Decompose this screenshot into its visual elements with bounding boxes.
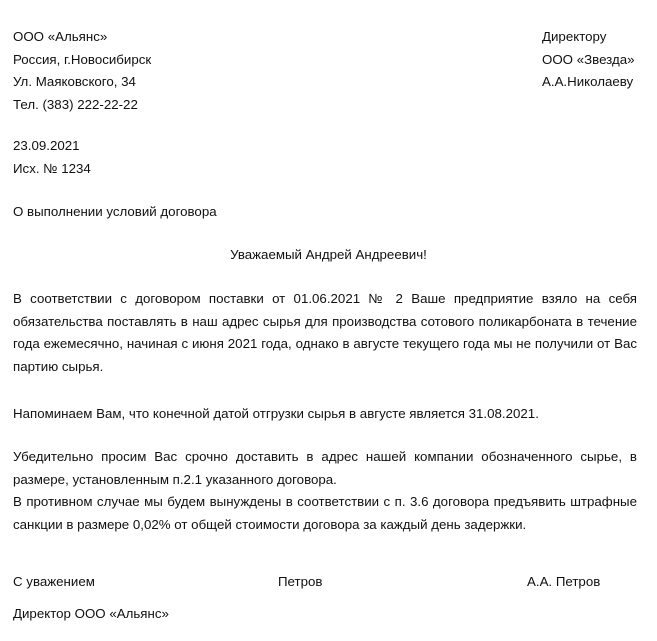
- signature-text: Петров: [278, 574, 323, 589]
- signer-name: А.А. Петров: [527, 574, 601, 589]
- body-paragraph-1: В соответствии с договором поставки от 01.06.2021 № 2 Ваше предприятие взяло на себя обязательства поставлять в наш адрес сырья для производства сотового поликарбоната в течение года ежемесячно, начиная с июня 2021 года, однако в августе текущего года мы не получили от Вас партию сырья.: [13, 291, 637, 374]
- sender-company: ООО «Альянс»: [13, 29, 108, 44]
- body-paragraph-3: Убедительно просим Вас срочно доставить в адрес нашей компании обозначенного сырье, в размере, установленным п.2.1 указанного договора.: [13, 449, 637, 487]
- sender-phone: Тел. (383) 222-22-22: [13, 96, 138, 112]
- closing-phrase: С уважением: [13, 574, 95, 589]
- recipient-name: А.А.Николаеву: [542, 74, 634, 89]
- sender-street: Ул. Маяковского, 34: [13, 74, 136, 89]
- recipient-company: ООО «Звезда»: [542, 51, 635, 67]
- outgoing-number: Исх. № 1234: [13, 161, 91, 176]
- recipient-block: [542, 26, 635, 94]
- letter-date: 23.09.2021: [13, 138, 80, 153]
- letter-subject: О выполнении условий договора: [13, 204, 217, 219]
- signer-position: Директор ООО «Альянс»: [13, 606, 169, 621]
- body-paragraph-2: Напоминаем Вам, что конечной датой отгрузки сырья в августе является 31.08.2021.: [13, 406, 539, 421]
- body-paragraph-4: В противном случае мы будем вынуждены в соответствии с п. 3.6 договора предъявить штрафные санкции в размере 0,02% от общей стоимости договора за каждый день задержки.: [13, 494, 637, 532]
- recipient-title: Директору: [542, 29, 607, 44]
- sender-city: Россия, г.Новосибирск: [13, 51, 152, 67]
- sender-block: [13, 26, 151, 116]
- greeting: Уважаемый Андрей Андреевич!: [230, 247, 427, 262]
